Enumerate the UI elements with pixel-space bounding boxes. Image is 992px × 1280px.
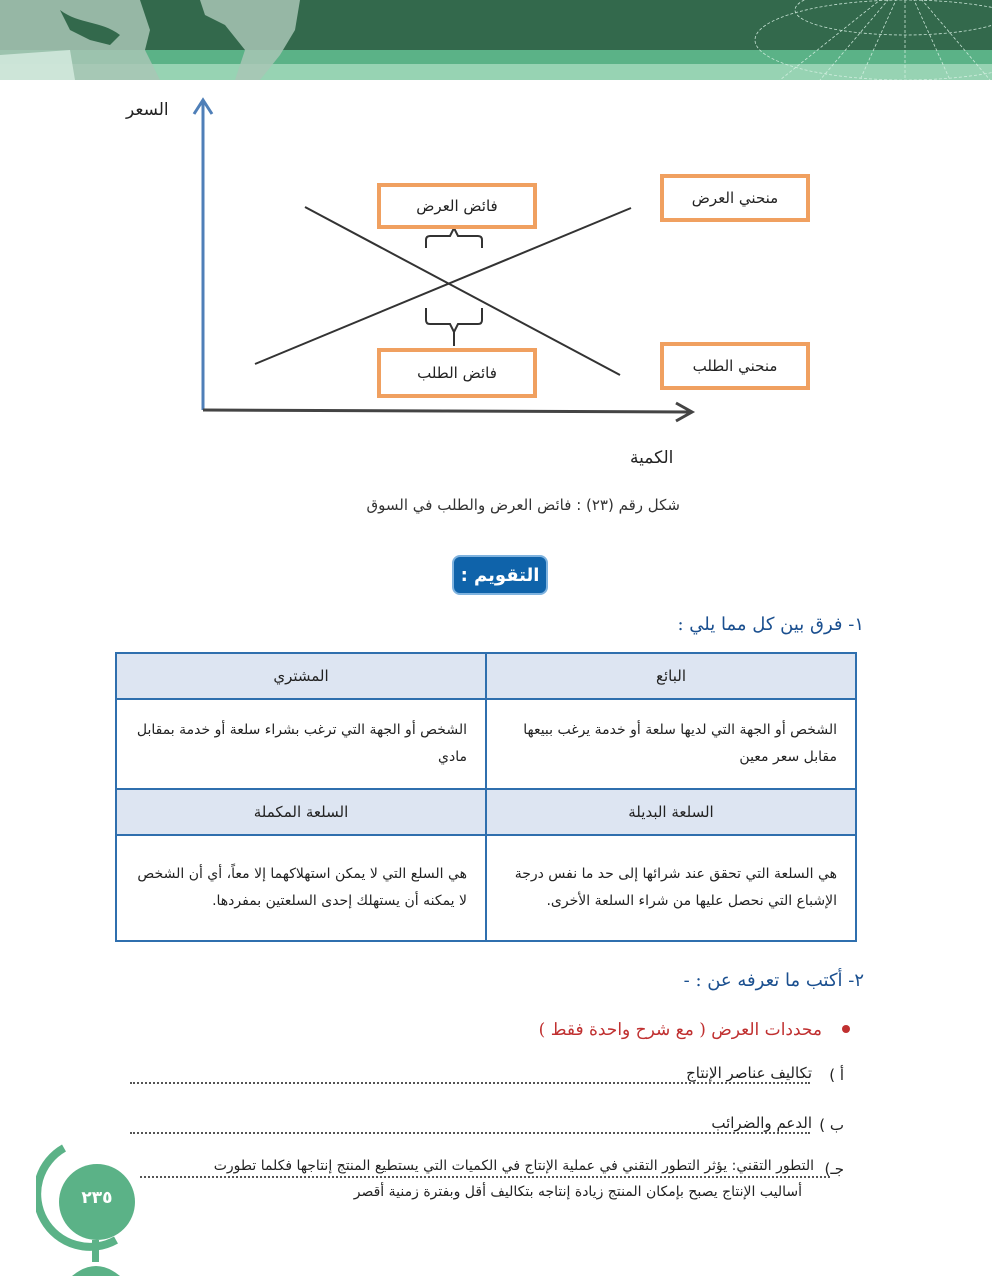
excess-supply-brace-icon xyxy=(426,228,482,248)
figure-caption: شكل رقم (٢٣) : فائض العرض والطلب في السوق xyxy=(366,496,680,514)
x-axis xyxy=(203,410,692,412)
question-1-title: ١- فرق بين كل مما يلي : xyxy=(677,614,864,635)
table-header-row xyxy=(116,789,856,835)
comparison-table xyxy=(115,652,857,942)
table-cell: الشخص أو الجهة التي لديها سلعة أو خدمة يرغب ببيعها مقابل سعر معين xyxy=(486,699,856,789)
answer-c-line[interactable] xyxy=(140,1176,830,1178)
table-cell: هي السلعة التي تحقق عند شرائها إلى حد ما نفس درجة الإشباع التي نحصل عليها من شراء السلعة الأخرى. xyxy=(486,835,856,941)
answer-b-text: الدعم والضرائب xyxy=(711,1114,812,1132)
table-cell: هي السلع التي لا يمكن استهلاكهما إلا معاً، أي أن الشخص لا يمكنه أن يستهلك إحدى السلعتين بمفردها. xyxy=(116,835,486,941)
answer-b-line[interactable] xyxy=(130,1132,810,1134)
header-banner xyxy=(0,0,992,80)
supply-determinants-heading: محددات العرض ( مع شرح واحدة فقط ) xyxy=(538,1020,822,1040)
excess-demand-brace-icon xyxy=(426,308,482,332)
question-2-title: ٢- أكتب ما تعرفه عن : - xyxy=(683,970,864,991)
answer-a-line[interactable] xyxy=(130,1082,810,1084)
table-cell: السلعة المكملة xyxy=(116,789,486,835)
world-map-icon xyxy=(0,0,992,80)
supply-demand-figure xyxy=(100,90,840,480)
x-axis-label: الكمية xyxy=(630,448,674,468)
evaluation-badge: التقويم : xyxy=(452,555,548,595)
supply-curve-box: منحني العرض xyxy=(660,174,810,222)
y-axis-label: السعر xyxy=(126,100,169,120)
table-header-row xyxy=(116,653,856,699)
table-cell: الشخص أو الجهة التي ترغب بشراء سلعة أو خدمة بمقابل مادي xyxy=(116,699,486,789)
excess-supply-box: فائض العرض xyxy=(377,183,537,229)
demand-curve-box: منحني الطلب xyxy=(660,342,810,390)
answer-c-text: التطور التقني: يؤثر التطور التقني في عملية الإنتاج في الكميات التي يستطيع المنتج إنتاجها فكلما تطورت xyxy=(213,1158,814,1174)
answer-c-text-continued: أساليب الإنتاج يصبح بإمكان المنتج زيادة إنتاجه بتكاليف أقل وبفترة زمنية أقصر xyxy=(353,1184,802,1200)
answer-b-marker: ب ) xyxy=(819,1116,844,1134)
excess-demand-box: فائض الطلب xyxy=(377,348,537,398)
bullet-icon xyxy=(842,1025,850,1033)
answer-a-marker: أ ) xyxy=(829,1066,844,1084)
supply-curve-line xyxy=(255,208,631,364)
figure-drawing xyxy=(100,90,840,480)
answer-c-marker: جـ) xyxy=(824,1160,844,1178)
table-cell: المشتري xyxy=(116,653,486,699)
table-row xyxy=(116,835,856,941)
answer-a-text: تكاليف عناصر الإنتاج xyxy=(686,1064,812,1082)
table-row xyxy=(116,699,856,789)
globe-icon xyxy=(36,1140,136,1276)
page-number-badge xyxy=(36,1140,136,1276)
page-number: ٢٣٥ xyxy=(81,1188,113,1208)
table-cell: البائع xyxy=(486,653,856,699)
table-cell: السلعة البديلة xyxy=(486,789,856,835)
